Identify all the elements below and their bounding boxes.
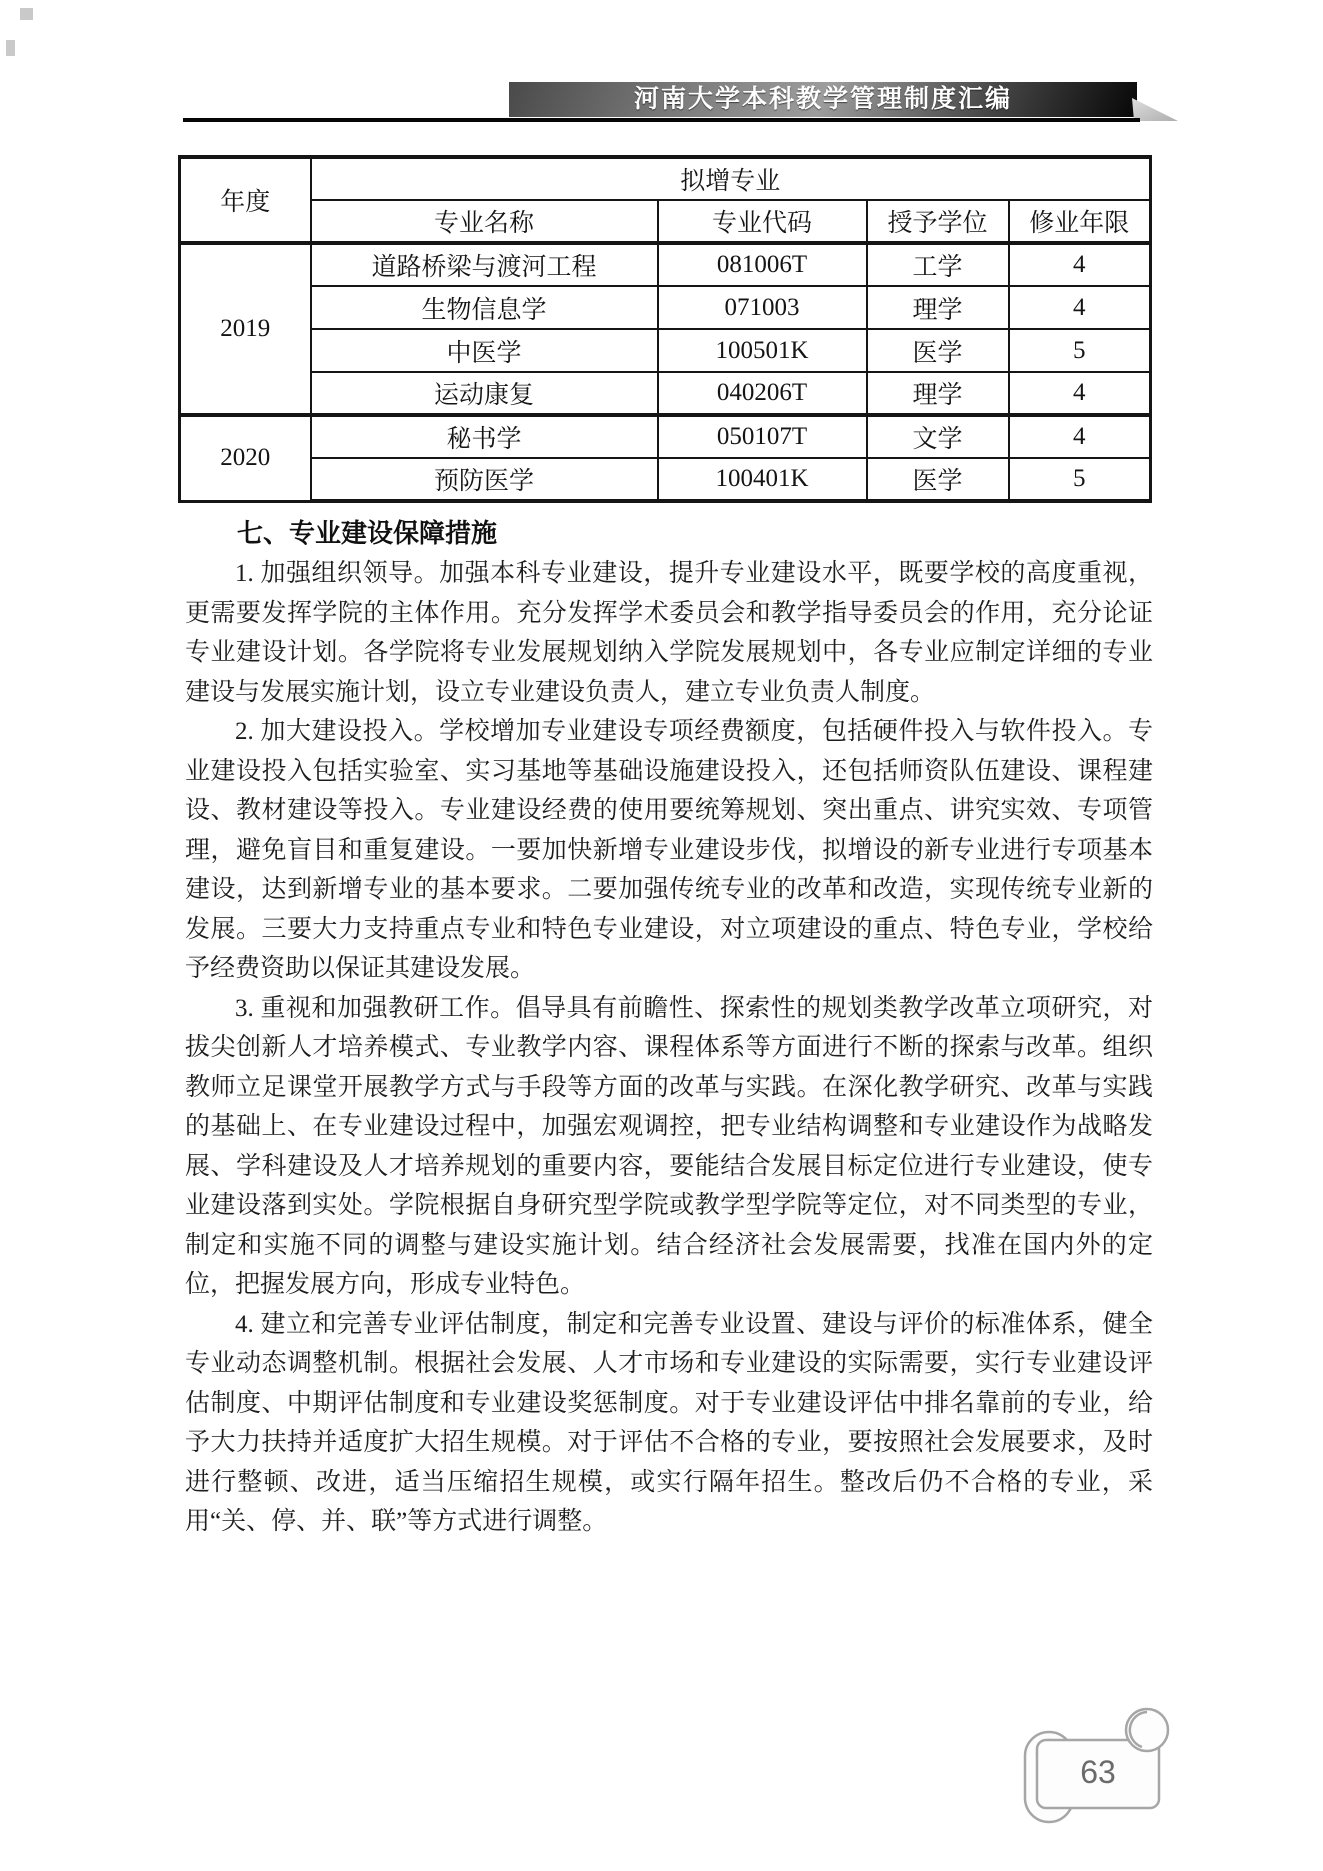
duration-cell: 4: [1009, 372, 1151, 415]
section-content: [185, 512, 1153, 1542]
scan-artifact: [20, 8, 33, 20]
scan-artifact: [6, 40, 15, 56]
major-code-cell: 100501K: [658, 329, 867, 372]
duration-cell: 5: [1009, 329, 1151, 372]
header-title-bar: [509, 82, 1137, 117]
table-row: [180, 329, 1151, 372]
major-code-cell: 081006T: [658, 243, 867, 286]
table-row: [180, 243, 1151, 286]
duration-cell: 5: [1009, 458, 1151, 501]
year-cell-2019: 2019: [180, 243, 311, 415]
major-name-cell: 中医学: [311, 329, 658, 372]
table-col-header-degree: 授予学位: [867, 200, 1009, 243]
table-col-header-duration: 修业年限: [1009, 200, 1151, 243]
section-heading: 七、专业建设保障措施: [237, 518, 498, 548]
paragraph-3: 3. 重视和加强教研工作。倡导具有前瞻性、探索性的规划类教学改革立项研究，对拔尖创新人才培养模式、专业教学内容、课程体系等方面进行不断的探索与改革。组织教师立足课堂开展教学方式与手段等方面的改革与实践。在深化教学研究、改革与实践的基础上、在专业建设过程中，加强宏观调控，把专业结构调整和专业建设作为战略发展、学科建设及人才培养规划的重要内容，要能结合发展目标定位进行专业建设，使专业建设落到实处。学院根据自身研究型学院或教学型学院等定位，对不同类型的专业，制定和实施不同的调整与建设实施计划。结合经济社会发展需要，找准在国内外的定位，把握发展方向，形成专业特色。: [185, 994, 1153, 1298]
table-header-row-2: [180, 200, 1151, 243]
degree-cell: 医学: [867, 329, 1009, 372]
table-header-year: 年度: [180, 157, 311, 243]
major-name-cell: 预防医学: [311, 458, 658, 501]
scroll-right-roll: [1126, 1709, 1168, 1751]
paragraph-2: 2. 加大建设投入。学校增加专业建设专项经费额度，包括硬件投入与软件投入。专业建设投入包括实验室、实习基地等基础设施建设投入，还包括师资队伍建设、课程建设、教材建设等投入。专业建设经费的使用要统筹规划、突出重点、讲究实效、专项管理，避免盲目和重复建设。一要加快新增专业建设步伐，拟增设的新专业进行专项基本建设，达到新增专业的基本要求。二要加强传统专业的改革和改造，实现传统专业新的发展。三要大力支持重点专业和特色专业建设，对立项建设的重点、特色专业，学校给予经费资助以保证其建设发展。: [185, 718, 1153, 982]
major-code-cell: 050107T: [658, 415, 867, 458]
duration-cell: 4: [1009, 415, 1151, 458]
table-row: [180, 372, 1151, 415]
degree-cell: 理学: [867, 372, 1009, 415]
paragraph-4: 4. 建立和完善专业评估制度，制定和完善专业设置、建设与评价的标准体系，健全专业动态调整机制。根据社会发展、人才市场和专业建设的实际需要，实行专业建设评估制度、中期评估制度和专业建设奖惩制度。对于专业建设评估中排名靠前的专业，给予大力扶持并适度扩大招生规模。对于评估不合格的专业，要按照社会发展要求，及时进行整顿、改进，适当压缩招生规模，或实行隔年招生。整改后仍不合格的专业，采用“关、停、并、联”等方式进行调整。: [185, 1310, 1153, 1535]
table-header-row-1: [180, 157, 1151, 200]
table-row: [180, 286, 1151, 329]
major-code-cell: 071003: [658, 286, 867, 329]
major-code-cell: 100401K: [658, 458, 867, 501]
degree-cell: 理学: [867, 286, 1009, 329]
page-number: 63: [1080, 1754, 1116, 1790]
degree-cell: 医学: [867, 458, 1009, 501]
duration-cell: 4: [1009, 243, 1151, 286]
table-row: [180, 415, 1151, 458]
table-row: [180, 458, 1151, 501]
table-col-header-code: 专业代码: [658, 200, 867, 243]
major-name-cell: 秘书学: [311, 415, 658, 458]
table-col-header-name: 专业名称: [311, 200, 658, 243]
duration-cell: 4: [1009, 286, 1151, 329]
year-cell-2020: 2020: [180, 415, 311, 501]
major-code-cell: 040206T: [658, 372, 867, 415]
table-header-group: 拟增专业: [311, 157, 1151, 200]
paragraph-1: 1. 加强组织领导。加强本科专业建设，提升专业建设水平，既要学校的高度重视，更需要发挥学院的主体作用。充分发挥学术委员会和教学指导委员会的作用，充分论证专业建设计划。各学院将专业发展规划纳入学院发展规划中，各专业应制定详细的专业建设与发展实施计划，设立专业建设负责人，建立专业负责人制度。: [185, 560, 1153, 706]
major-name-cell: 运动康复: [311, 372, 658, 415]
major-name-cell: 生物信息学: [311, 286, 658, 329]
header-rule: [183, 118, 1140, 122]
major-name-cell: 道路桥梁与渡河工程: [311, 243, 658, 286]
page-header-title: 河南大学本科教学管理制度汇编: [633, 86, 1012, 113]
degree-cell: 工学: [867, 243, 1009, 286]
proposed-majors-table: [178, 155, 1152, 503]
degree-cell: 文学: [867, 415, 1009, 458]
